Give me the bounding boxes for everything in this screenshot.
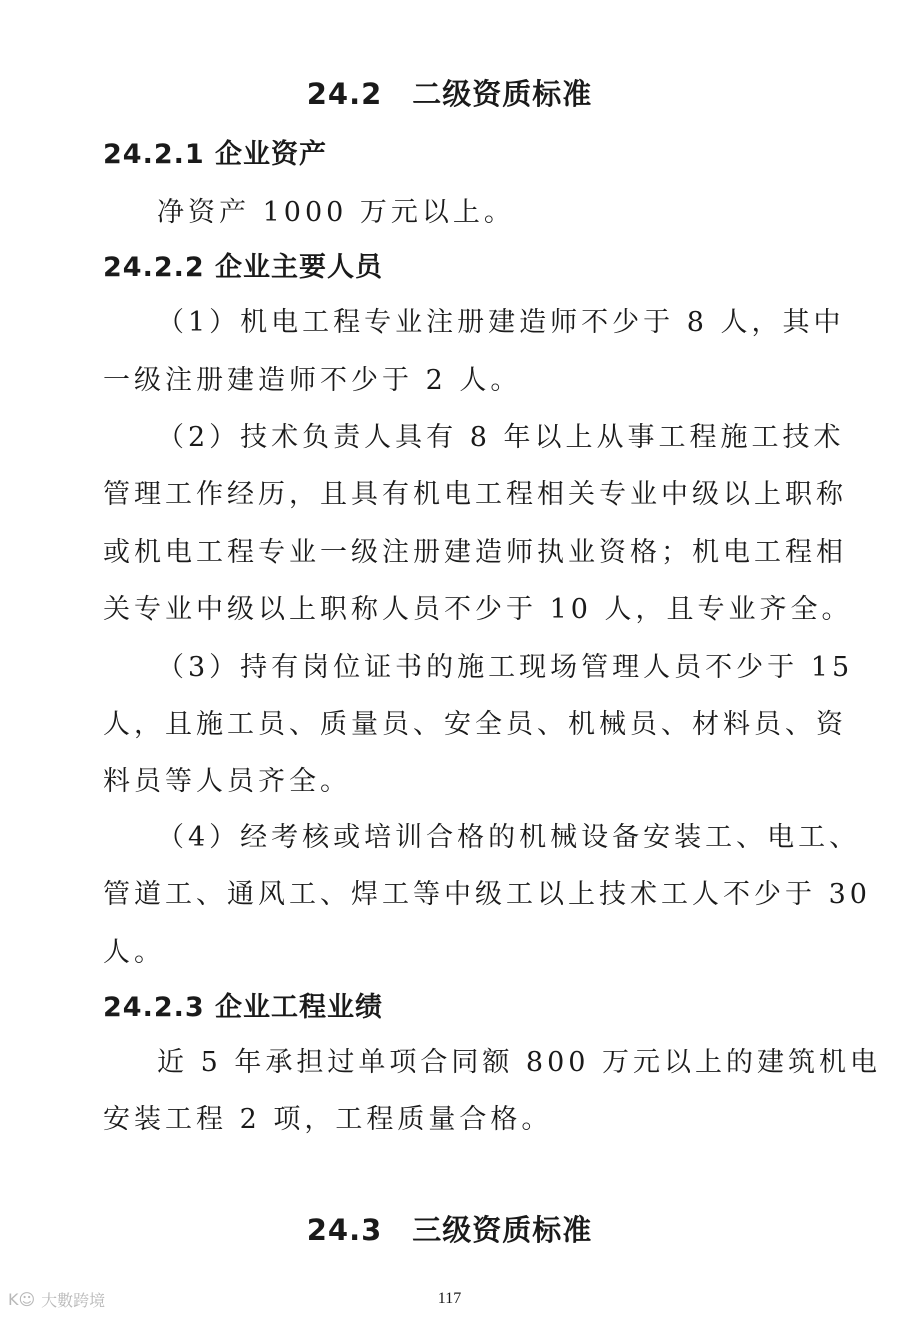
heading-24-2-3: 24.2.3 企业工程业绩 [103, 992, 384, 1023]
section-title-24-2: 24.2 二级资质标准 [306, 77, 593, 111]
item-4-line-3: 人。 [103, 937, 165, 968]
heading-24-2-1: 24.2.1 企业资产 [103, 139, 328, 170]
heading-24-2-2: 24.2.2 企业主要人员 [103, 252, 384, 283]
paragraph-net-assets: 净资产 1000 万元以上。 [157, 197, 515, 228]
item-2-line-3: 或机电工程专业一级注册建造师执业资格；机电工程相 [103, 537, 847, 568]
watermark [8, 1288, 105, 1311]
item-2-line-1: （2）技术负责人具有 8 年以上从事工程施工技术 [157, 422, 845, 453]
item-2-line-4: 关专业中级以上职称人员不少于 10 人，且专业齐全。 [103, 594, 853, 625]
performance-line-2: 安装工程 2 项，工程质量合格。 [103, 1104, 553, 1135]
item-4-line-1: （4）经考核或培训合格的机械设备安装工、电工、 [157, 822, 861, 853]
item-3-line-2: 人，且施工员、质量员、安全员、机械员、材料员、资 [103, 709, 847, 740]
item-2-line-2: 管理工作经历，且具有机电工程相关专业中级以上职称 [103, 479, 847, 510]
item-3-line-1: （3）持有岗位证书的施工现场管理人员不少于 15 [157, 652, 854, 683]
watermark-text: 大數跨境 [41, 1291, 106, 1310]
watermark-logo-icon: K☺ [8, 1290, 36, 1309]
item-1-line-2: 一级注册建造师不少于 2 人。 [103, 365, 522, 396]
item-4-line-2: 管道工、通风工、焊工等中级工以上技术工人不少于 30 [103, 879, 871, 910]
page-number: 117 [437, 1290, 462, 1307]
section-title-24-3: 24.3 三级资质标准 [306, 1213, 593, 1247]
performance-line-1: 近 5 年承担过单项合同额 800 万元以上的建筑机电 [157, 1047, 882, 1078]
item-3-line-3: 料员等人员齐全。 [103, 766, 351, 797]
item-1-line-1: （1）机电工程专业注册建造师不少于 8 人，其中 [157, 307, 845, 338]
